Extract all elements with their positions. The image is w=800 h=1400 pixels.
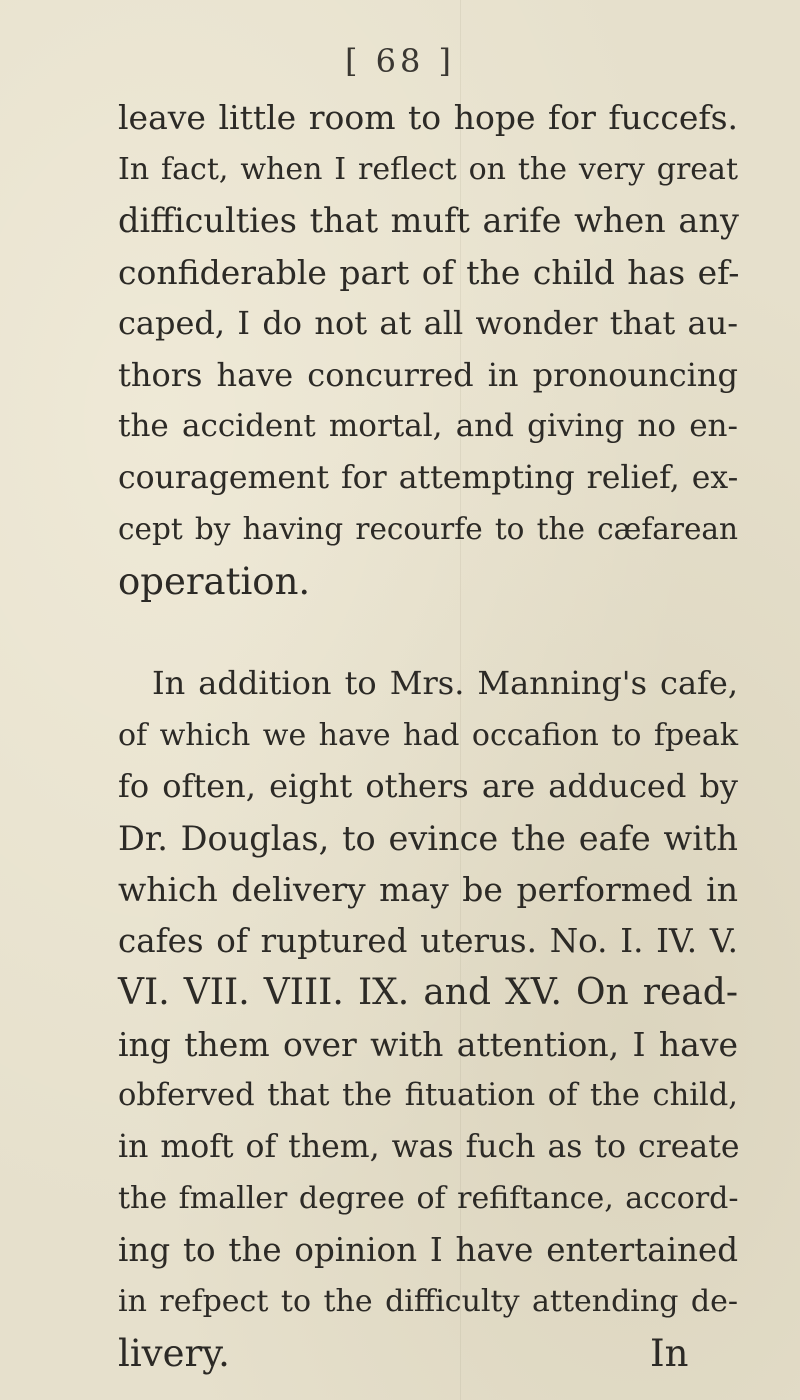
text-line: the accident mortal, and giving no en- — [118, 408, 738, 444]
text-line: operation. — [118, 559, 311, 603]
paragraph-spacer — [118, 607, 738, 658]
text-line: fo often, eight others are adduced by — [118, 767, 738, 805]
text-line: couragement for attempting relief, ex- — [118, 459, 739, 496]
text-line: livery. — [118, 1331, 230, 1375]
paragraph-2 — [118, 658, 738, 1379]
text-line: Dr. Douglas, to evince the eafe with — [118, 818, 738, 858]
text-line: In addition to Mrs. Manning's cafe, — [152, 664, 738, 702]
text-line: In fact, when I reflect on the very great — [118, 151, 738, 187]
paragraph-1 — [118, 92, 738, 607]
text-line: in refpect to the difficulty attending de- — [118, 1284, 738, 1319]
text-line: difficulties that muft arife when any — [118, 201, 739, 240]
text-line: obferved that the fituation of the child, — [118, 1078, 738, 1113]
text-line: VI. VII. VIII. IX. and XV. On read- — [118, 972, 738, 1013]
text-line: cafes of ruptured uterus. No. I. IV. V. — [118, 921, 738, 960]
text-line: the fmaller degree of refiftance, accord- — [118, 1181, 739, 1216]
page-number: [ 68 ] — [344, 42, 456, 80]
text-line: ing them over with attention, I have — [118, 1024, 738, 1064]
text-line: of which we have had occafion to fpeak — [118, 717, 738, 753]
text-line: ing to the opinion I have entertained — [118, 1230, 738, 1269]
catchword: In — [650, 1332, 689, 1375]
text-line: in moft of them, was fuch as to create — [118, 1128, 740, 1165]
text-line: leave little room to hope for fuccefs. — [118, 98, 738, 137]
text-line: thors have concurred in pronouncing — [118, 355, 738, 394]
text-line: confiderable part of the child has ef- — [118, 252, 740, 292]
text-line: which delivery may be performed in — [118, 870, 738, 909]
text-line: cept by having recourfe to the cæfarean — [118, 512, 738, 546]
body-text — [118, 92, 738, 1379]
text-line: caped, I do not at all wonder that au- — [118, 304, 738, 342]
